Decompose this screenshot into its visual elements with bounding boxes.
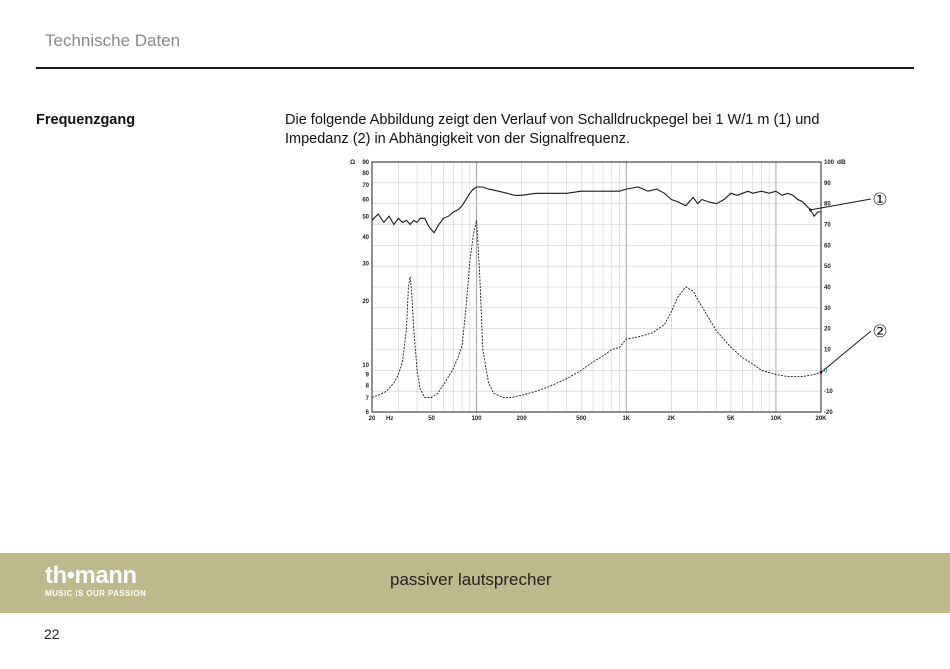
footer-title: passiver lautsprecher [390,570,552,589]
x-tick-label: 20K [815,416,827,422]
left-tick-label: 70 [362,183,369,190]
x-tick-label: 100 [471,416,482,422]
series-line-impedance [372,220,821,397]
x-tick-label: 1K [622,416,631,422]
left-tick-label: 6 [365,410,369,416]
right-tick-label: 30 [824,305,831,312]
left-tick-label: 60 [362,197,369,204]
left-tick-label: 7 [365,395,369,402]
x-tick-label: 200 [516,416,527,422]
section-title: Technische Daten [45,31,181,50]
right-tick-label: 50 [824,264,831,271]
right-tick-label: 80 [824,201,831,208]
x-tick-label: 50 [428,416,435,422]
series-line-spl [372,187,821,233]
header-divider [36,67,914,69]
callout-label-spl: ① [872,190,888,209]
x-unit-label: Hz [386,416,394,422]
x-tick-label: 2K [667,416,676,422]
left-tick-label: 90 [362,160,369,166]
left-tick-label: 10 [362,362,369,369]
right-unit-label: dB [837,159,846,166]
right-tick-label: -20 [824,410,833,416]
left-tick-label: 30 [362,261,369,268]
x-tick-label: 5K [727,416,735,422]
right-tick-label: 20 [824,326,831,333]
left-tick-label: 9 [365,372,369,379]
frequency-response-heading: Frequenzgang [36,112,136,128]
right-tick-label: 40 [824,285,831,291]
callout-leader-spl [810,199,871,210]
right-tick-label: -10 [824,389,833,396]
chart-grid [372,162,821,412]
right-tick-label: 70 [824,222,831,229]
right-tick-label: 10 [824,347,831,354]
page-number: 22 [44,626,60,642]
left-tick-label: 8 [365,383,369,390]
thomann-logo: th•mann [45,562,137,589]
frequency-response-description: Die folgende Abbildung zeigt den Verlauf von Schalldruckpegel bei 1 W/1 m (1) und Impedanz (2) in Abhängigkeit von der Signalfrequenz. [285,112,820,147]
right-tick-label: 60 [824,243,831,250]
right-tick-label: 90 [824,180,831,187]
left-unit-label: Ω [350,159,356,166]
callout-label-impedance: ② [872,322,888,341]
left-tick-label: 50 [362,214,369,221]
x-tick-label: 500 [576,416,587,422]
thomann-slogan: MUSIC IS OUR PASSION [45,589,147,598]
chart-series [372,187,821,397]
right-tick-label: 100 [824,160,835,166]
left-tick-label: 20 [362,298,369,305]
left-tick-label: 80 [362,170,369,177]
right-tick-label: 0 [824,368,828,375]
chart-ticks [350,159,846,422]
x-tick-label: 10K [770,416,782,422]
left-tick-label: 40 [362,234,369,241]
frequency-response-chart [340,155,900,425]
x-tick-label: 20 [368,416,376,422]
